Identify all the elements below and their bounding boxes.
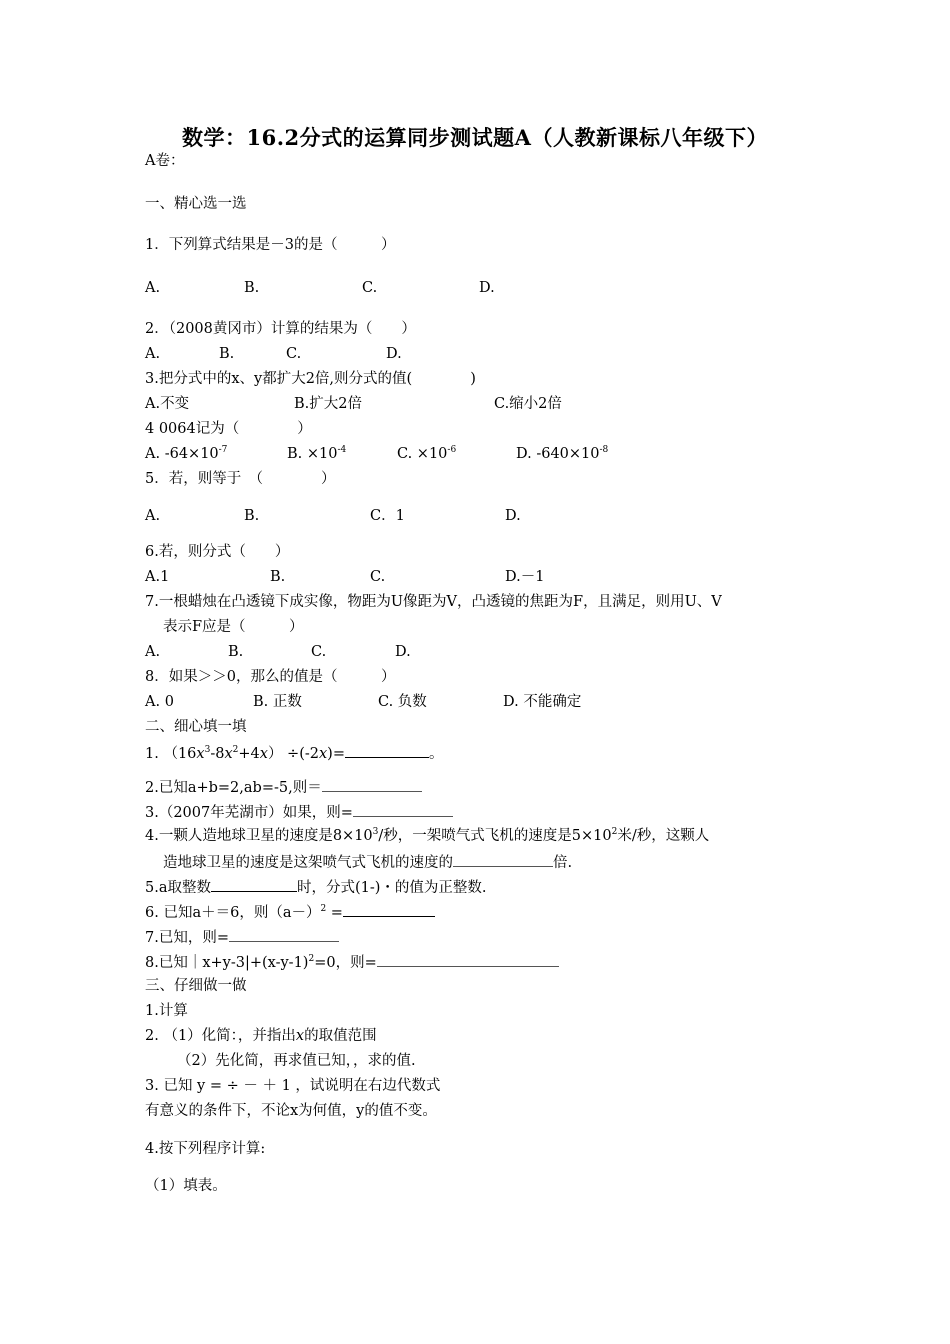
q5-option-c: C．1 — [370, 508, 405, 524]
fill-q1-blank[interactable] — [345, 743, 429, 758]
fill-q4-line2: 造地球卫星的速度是这架喷气式飞机的速度的 倍. — [163, 852, 572, 872]
q1-option-b: B. — [244, 280, 260, 296]
q8-option-a: A. 0 — [145, 694, 174, 710]
fill-q2: 2.已知a+b=2,ab=-5,则＝ — [145, 777, 422, 797]
q7-option-d: D. — [395, 644, 411, 660]
q6-option-d: D.－1 — [505, 569, 545, 585]
q6-text: 6.若，则分式（ ） — [145, 544, 290, 560]
q2-option-c: C. — [286, 346, 302, 362]
work-q4-heading: 4.按下列程序计算: — [145, 1141, 266, 1157]
fill-q8: 8.已知$|x+y-3|+(x-y-1)^2=0$，则= — [145, 952, 559, 972]
q4-option-c: C. $\times 10^{-6}$ — [397, 445, 457, 462]
q5-option-a: A. — [145, 508, 161, 524]
fill-q4-blank[interactable] — [453, 852, 553, 867]
q3-text: 3.把分式中的x、y都扩大2倍,则分式的值( ) — [145, 371, 476, 387]
q2-option-b: B. — [219, 346, 235, 362]
page-title: 数学：16.2分式的运算同步测试题A（人教新课标八年级下） — [182, 125, 768, 150]
fill-q3-blank[interactable] — [353, 802, 453, 817]
q8-option-d: D. 不能确定 — [503, 694, 582, 710]
fill-q4-line1: 4.一颗人造地球卫星的速度是$8\times 10^3/$秒，一架喷气式飞机的速度是$5\times 10^2$米/秒，这颗人 — [145, 827, 710, 844]
q7-option-a: A. — [145, 644, 161, 660]
q1-option-c: C. — [362, 280, 378, 296]
work-q4-sub: （1）填表。 — [145, 1178, 227, 1194]
fill-q2-blank[interactable] — [322, 777, 422, 792]
section2-heading: 二、细心填一填 — [145, 719, 247, 735]
q5-text: 5．若，则等于 （ ） — [145, 471, 336, 487]
q6-option-c: C. — [370, 569, 386, 585]
q1-option-a: A. — [145, 280, 161, 296]
section1-heading: 一、精心选一选 — [145, 196, 247, 212]
fill-q1: 1. $(16x^3-8x^2+4x) \div(-2x)=$ 。 — [145, 745, 444, 762]
fill-q6-blank[interactable] — [343, 902, 435, 917]
work-q2-line1: 2. （1）化简：，并指出x的取值范围 — [145, 1028, 377, 1044]
fill-q7: 7.已知，则= — [145, 927, 339, 947]
q3-option-c: C.缩小2倍 — [494, 396, 562, 412]
section3-heading: 三、仔细做一做 — [145, 978, 247, 994]
q1-text: 1．下列算式结果是－3的是（ ） — [145, 237, 396, 253]
part-a-label: A卷： — [145, 153, 185, 169]
work-q2-line2: （2）先化简，再求值已知，，求的值. — [177, 1053, 416, 1069]
fill-q8-blank[interactable] — [377, 952, 559, 967]
q8-option-c: C. 负数 — [378, 694, 427, 710]
work-q3-line2: 有意义的条件下，不论x为何值，y的值不变。 — [145, 1103, 437, 1119]
fill-q5: 5.a取整数 时，分式(1-)・的值为正整数. — [145, 877, 487, 897]
q7-line2: 表示F应是（ ） — [163, 619, 304, 635]
q2-option-a: A. — [145, 346, 161, 362]
q8-text: 8．如果＞＞0，那么的值是（ ） — [145, 669, 396, 685]
work-q1: 1.计算 — [145, 1003, 188, 1019]
q4-option-b: B. $\times 10^{-4}$ — [287, 445, 347, 462]
q3-option-b: B.扩大2倍 — [294, 396, 362, 412]
q7-option-b: B. — [228, 644, 244, 660]
q5-option-d: D. — [505, 508, 521, 524]
q6-option-b: B. — [270, 569, 286, 585]
q3-option-a: A.不变 — [145, 396, 190, 412]
q5-option-b: B. — [244, 508, 260, 524]
q4-text: 4 0064记为（ ） — [145, 421, 312, 437]
q2-text: 2．（2008黄冈市）计算的结果为（ ） — [145, 321, 416, 337]
fill-q3: 3.（2007年芜湖市）如果，则= — [145, 802, 453, 822]
q6-option-a: A.1 — [145, 569, 170, 585]
fill-q5-blank[interactable] — [211, 877, 297, 892]
fill-q7-blank[interactable] — [229, 927, 339, 942]
q4-option-d: D. $-640\times 10^{-8}$ — [516, 445, 609, 462]
q4-option-a: A. $-64\times 10^{-7}$ — [145, 445, 228, 462]
work-q3-line1: 3. 已知 y = ÷ － ＋ 1 ，试说明在右边代数式 — [145, 1078, 441, 1094]
q7-line1: 7.一根蜡烛在凸透镜下成实像，物距为U像距为V，凸透镜的焦距为F，且满足，则用U、V — [145, 594, 722, 610]
q2-option-d: D. — [386, 346, 402, 362]
q1-option-d: D. — [479, 280, 495, 296]
q8-option-b: B. 正数 — [253, 694, 302, 710]
fill-q6: 6. 已知a＋＝6，则$(a-)^2$ = — [145, 902, 435, 922]
q7-option-c: C. — [311, 644, 327, 660]
